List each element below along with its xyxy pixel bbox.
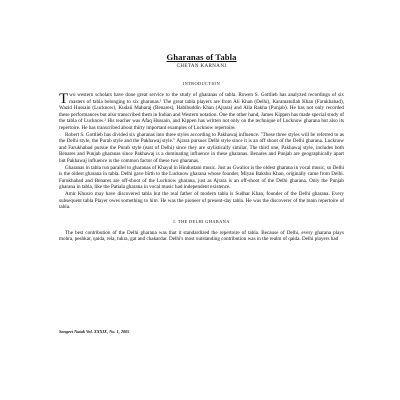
article-title: Gharanas of Tabla [166, 52, 237, 62]
section-heading-delhi: I. THE DELHI GHARANA [173, 218, 230, 224]
article-author: CHETAN KARNANI [176, 64, 227, 69]
paragraph-4: Amir Khusro may have discovered tabla but the real father of modern tabla is Sudhar Khan, founder of the Delhi gharana. Every subsequent tabla Player owes something to him. He was the pioneer of present-day tabla. He was the discoverer of the main repertoire of tabla. [59, 191, 344, 210]
drop-cap: T [59, 90, 69, 107]
section-heading-introduction: INTRODUCTION [182, 81, 221, 86]
paragraph-1 [59, 92, 344, 131]
paragraph-5: The best contribution of the Delhi gharana was that it standardized the repertoire of tabla. Because of Delhi, every gharana plays mohra, peshkar, qaida, rela, tukra, gat and chakardar. Delhi's most outstanding contribution was in the realm of qaida. Delhi players had [59, 229, 344, 242]
paragraph-1-text: wo western scholars have done great service to the study of gharanas of tabla. Rowen S. Gottlieb has analyzed recordings of six masters of tabla belonging to six gharanas.¹ The great tabla players are from Ali Khan (Delhi), Karamatullah Khan (Farukhabad), Wazid Hussain (Lucknow), Kudaii Maharaj (Benares), Habibuddin Khan (Ajrara) and Alla Rakha (Punjab). He has not only recorded these performances but also transcribed them in Indian and Western notation. One the other hand, James Kippen has made special study of the tabla of Lucknow.² His teacher was Afaq Hussain, and Kippen has written not only on the technique of Lucknow gharana but also its repertoire. He has transcribed about thirty important examples of Lucknow repertoire. [59, 92, 344, 131]
paragraph-3: Gharanas in tabla run parallel to gharanas of Khayal in Hindustani music. Just as Gwalior is the oldest gharana in vocal music, so Delhi is the oldest gharana in tabla. Delhi gave birth to the Lucknow gharana whose founder, Miyan Bakshu Khan, originally came from Delhi. Farukhabad and Benares are off-shoot of the Lucknow gharana, just as Ajrara is an off-shoot of the Delhi gharana. Only the Punjab gharana in tabla, like the Patiala gharana in vocal music had independent existence. [59, 164, 344, 190]
paragraph-2: Robert S. Gottlieb has divided six gharanas into three styles according to Pakhawaj influence. "These three styles will be referred to as the Delhi style, the Purab style and the Pakhawaj style." Ajrara pursues Delhi style since it is an off shoot of the Delhi gharana. Lucknow and Farukhabad pursue the Purab style (east of Delhi) since they are stylistically similar. The third one, Pakhawaj style, includes both Benares and Punjab gharanas since Pakhawaj is a dominating influence in these gharanas. Benares and Punjab are geographically apart but Pakhawaj influence is the common factor of these two gharanas. [59, 131, 344, 164]
journal-citation: Sangeet Natak Vol. XXXIX, No. 1, 2005 [59, 329, 130, 334]
